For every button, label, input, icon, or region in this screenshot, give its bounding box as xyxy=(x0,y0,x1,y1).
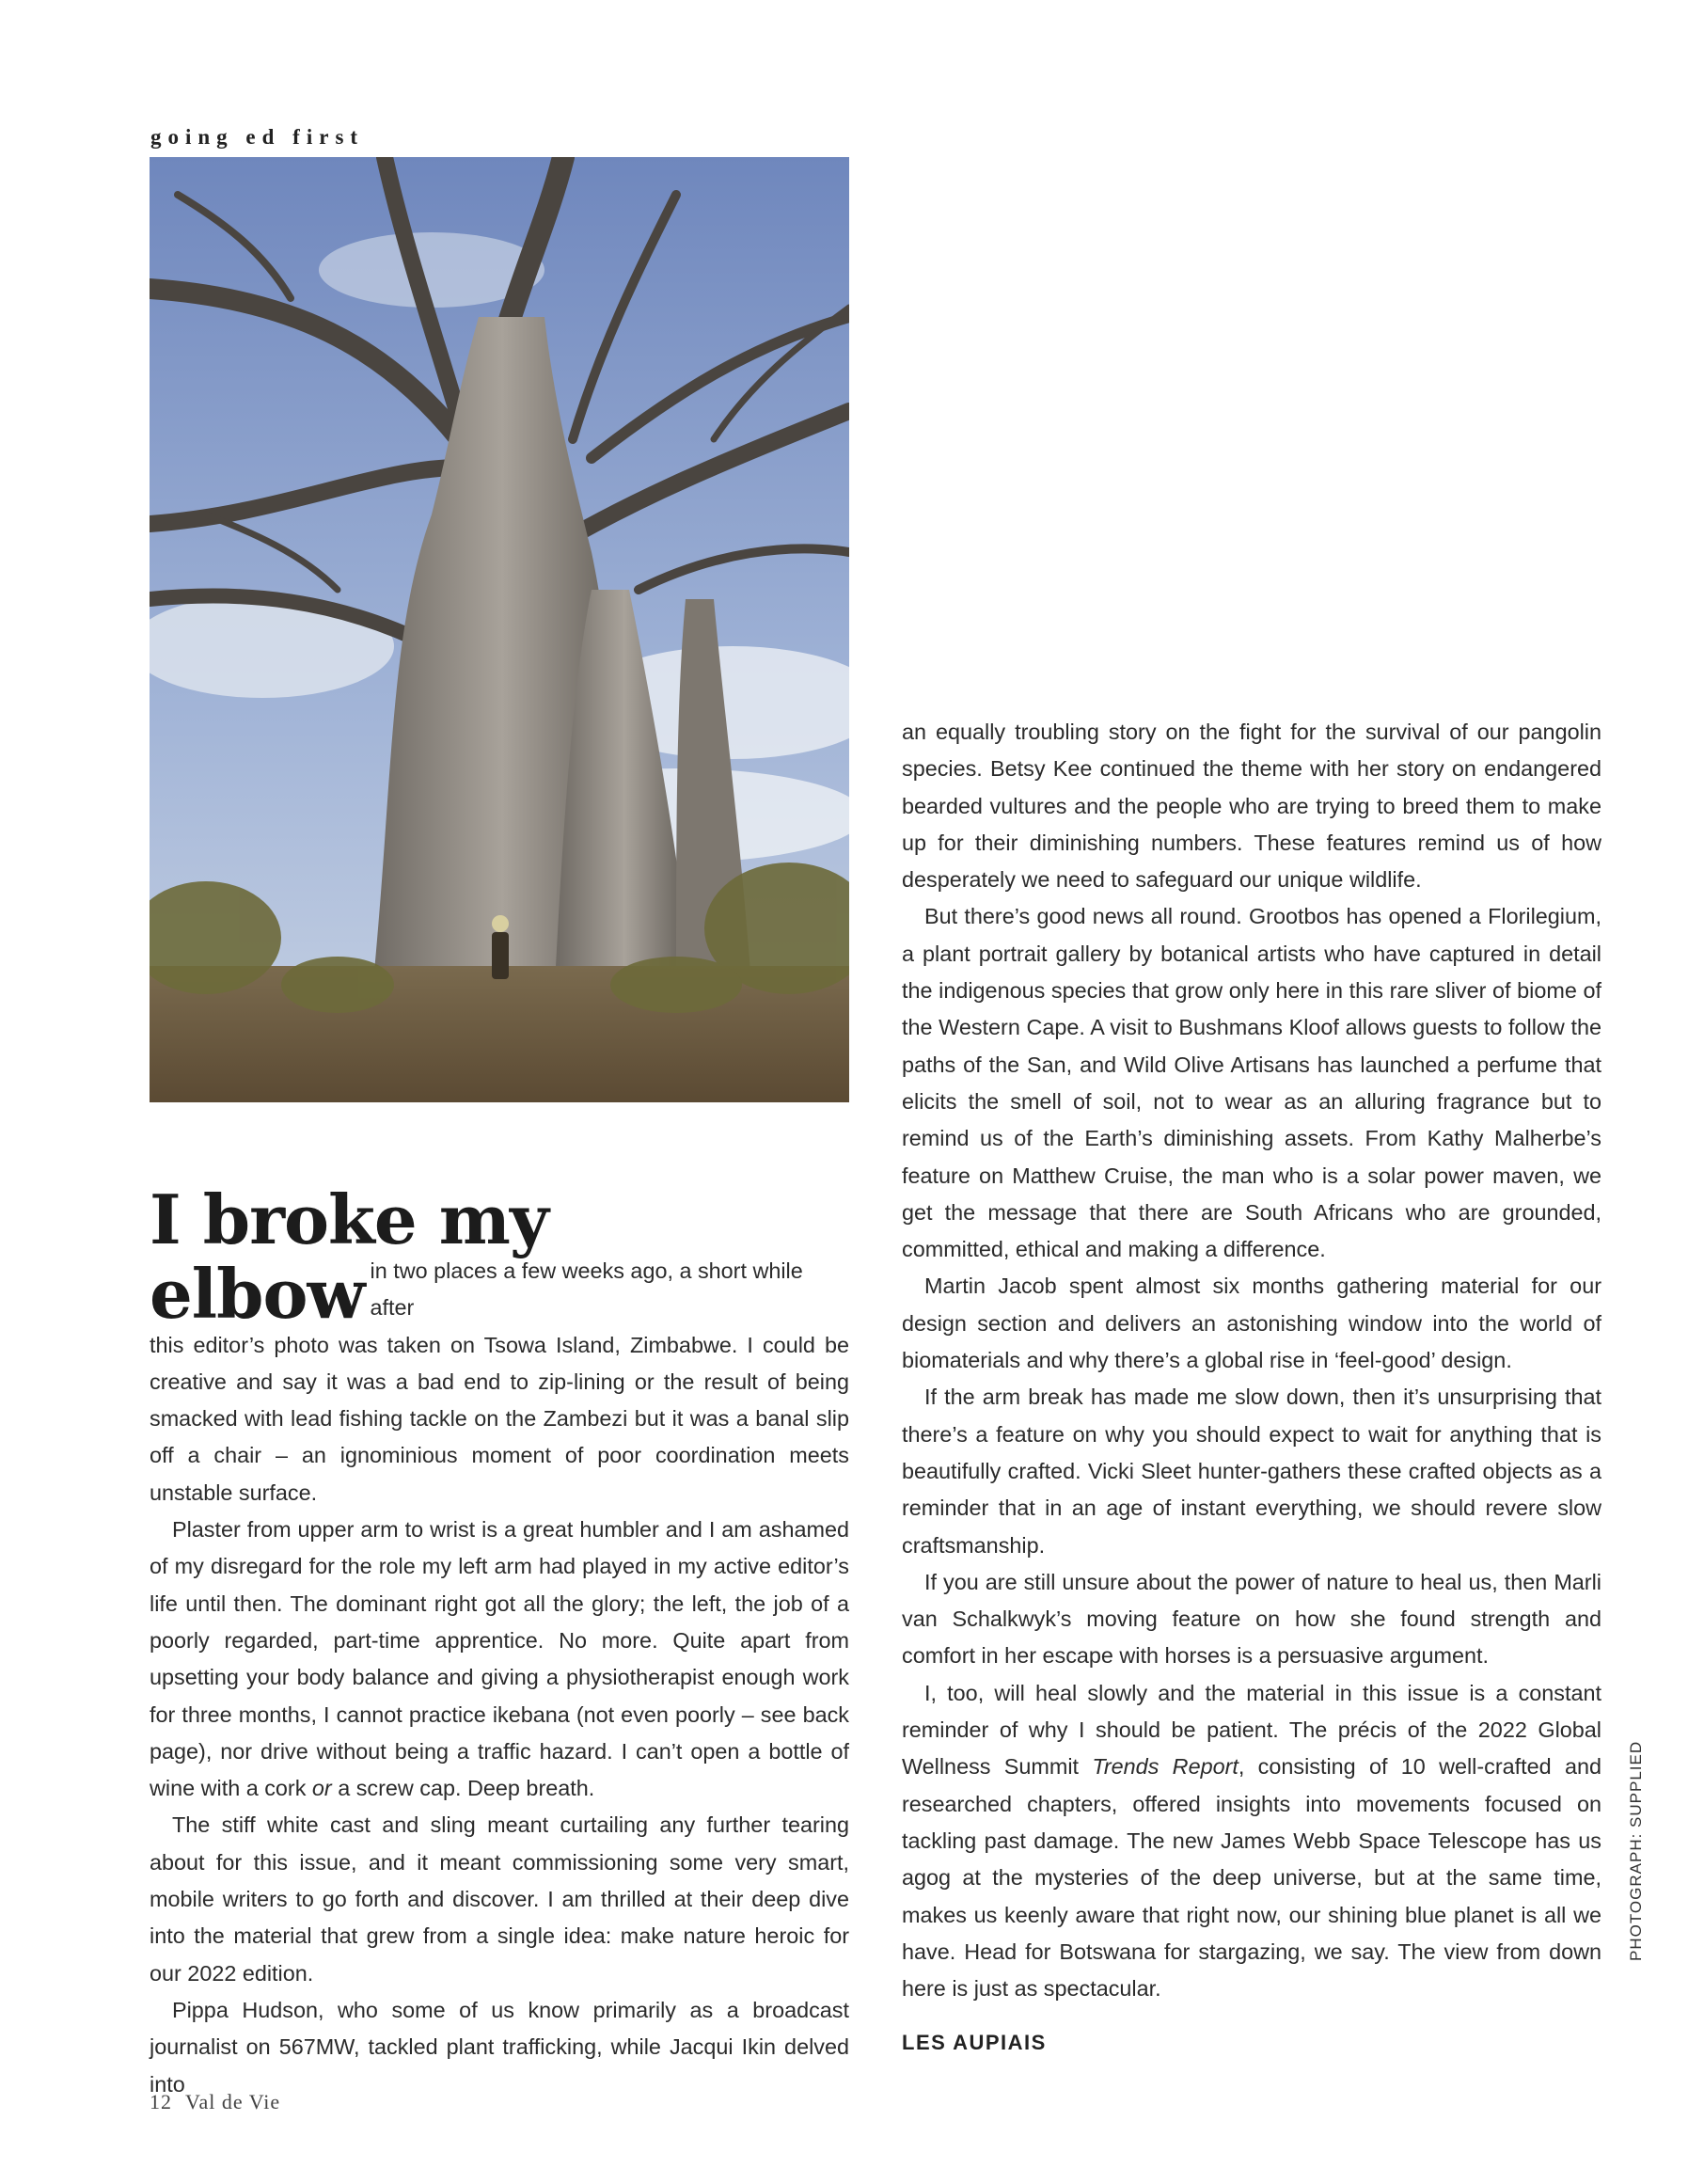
body-paragraph-6: But there’s good news all round. Grootbos has opened a Florilegium, a plant portrait gallery by botanical artists who have captured in detail the indigenous species that grow only here in this rare sliver of biome of the Western Cape. A visit to Bushmans Kloof allows guests to follow the paths of the San, and Wild Olive Artisans has launched a perfume that elicits the smell of soil, not to wear as an alluring fragrance but to remind us of the Earth’s diminishing assets. From Kathy Malherbe’s feature on Matthew Cruise, the man who is a solar power maven, we get the message that there are South Africans who are grounded, committed, ethical and making a difference. xyxy=(902,904,1601,1262)
headline-line-1: I broke my xyxy=(150,1179,548,1259)
page-footer xyxy=(150,2090,280,2114)
headline-drop-word: elbow xyxy=(150,1253,365,1334)
body-paragraph-3: The stiff white cast and sling meant curtailing any further tearing about for this issue, and it meant commissioning some very smart, mobile writers to go forth and discover. I am thrilled at their deep dive into the material that grew from a single idea: make nature heroic for our 2022 edition. xyxy=(150,1812,849,1986)
right-column xyxy=(902,714,1601,2062)
p2-text-a: Plaster from upper arm to wrist is a great humbler and I am ashamed of my disregard for the role my left arm had played in my active editor’s life until then. The dominant right got all the glory; the left, the job of a poorly regarded, part-time apprentice. No more. Quite apart from upsetting your body balance and giving a physiotherapist enough work for three months, I cannot practice ikebana (not even poorly – see back page), nor drive without being a traffic hazard. I can’t open a bottle of wine with a cork xyxy=(150,1517,849,1801)
photo-credit: PHOTOGRAPH: SUPPLIED xyxy=(1627,1740,1645,1961)
p2-text-b: a screw cap. Deep breath. xyxy=(331,1776,595,1801)
body-paragraph-2 xyxy=(150,1511,849,1807)
left-column xyxy=(150,1179,849,2103)
body-paragraph-7: Martin Jacob spent almost six months gathering material for our design section and delivers an astonishing window into the world of biomaterials and why there’s a global rise in ‘feel-good’ design. xyxy=(902,1274,1601,1373)
body-paragraph-10 xyxy=(902,1675,1601,2008)
p2-emphasis: or xyxy=(311,1776,332,1801)
headline-line-2 xyxy=(150,1253,849,1334)
body-paragraph-4: Pippa Hudson, who some of us know primarily as a broadcast journalist on 567MW, tackled plant trafficking, while Jacqui Ikin delved into xyxy=(150,1997,849,2097)
p6-emphasis: Trends Report xyxy=(1092,1754,1239,1780)
body-paragraph-9: If you are still unsure about the power of nature to heal us, then Marli van Schalkwyk’s moving feature on how she found strength and comfort in her escape with horses is a persuasive argument. xyxy=(902,1569,1601,1669)
photo-illustration xyxy=(150,157,849,1102)
section-label: going ed first xyxy=(150,125,365,149)
baobab-tree-photo xyxy=(150,157,849,1102)
page-number: 12 xyxy=(150,2090,172,2113)
author-signature: LES AUPIAIS xyxy=(902,2031,1047,2055)
p6-text-b: , consisting of 10 well-crafted and researched chapters, offered insights into movements focused on tackling past damage. The new James Webb Space Telescope has us agog at the mysteries of the deep universe, but at the same time, makes us keenly aware that right now, our shining blue planet is all we have. Head for Botswana for stargazing, we say. The view from down here is just as spectacular. xyxy=(902,1754,1601,2002)
lead-text: in two places a few weeks ago, a short while after xyxy=(370,1258,803,1321)
p6-text-a: I, too, will heal slowly and the material in this issue is a constant reminder of why I should be patient. The précis of the 2022 Global Wellness Summit xyxy=(902,1680,1601,1780)
body-paragraph-5: an equally troubling story on the fight for the survival of our pangolin species. Betsy Kee continued the theme with her story on endangered bearded vultures and the people who are trying to breed them to make up for their diminishing numbers. These features remind us of how desperately we need to safeguard our unique wildlife. xyxy=(902,720,1601,893)
body-paragraph-1: this editor’s photo was taken on Tsowa Island, Zimbabwe. I could be creative and say it was a bad end to zip-lining or the result of being smacked with lead fishing tackle on the Zambezi but it was a banal slip off a chair – an ignominious moment of poor coordination meets unstable surface. xyxy=(150,1332,849,1505)
magazine-name: Val de Vie xyxy=(185,2090,281,2113)
body-paragraph-8: If the arm break has made me slow down, then it’s unsurprising that there’s a feature on why you should expect to wait for anything that is beautifully crafted. Vicki Sleet hunter-gathers these crafted objects as a reminder that in an age of instant everything, we should revere slow craftsmanship. xyxy=(902,1385,1601,1558)
